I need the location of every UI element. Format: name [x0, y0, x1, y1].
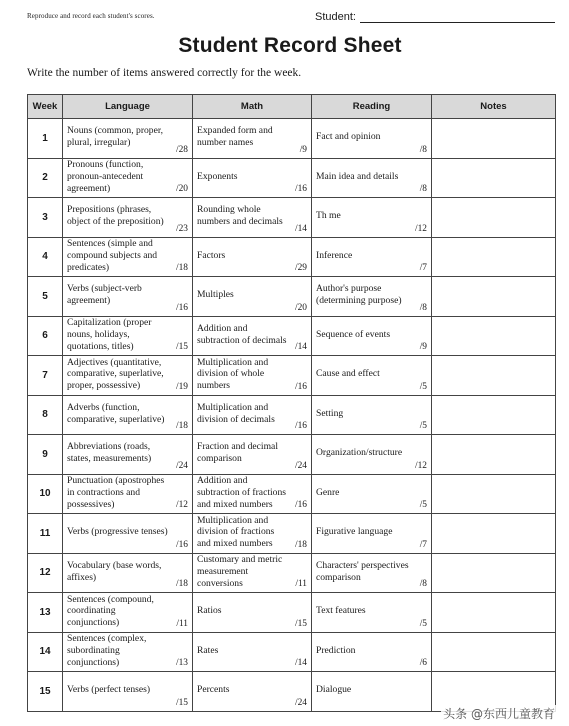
math-score: /16 — [295, 421, 307, 431]
reading-cell — [312, 435, 432, 475]
week-number: 7 — [28, 356, 63, 396]
reading-score: /12 — [415, 460, 427, 471]
table-row — [28, 158, 556, 198]
math-cell — [193, 435, 312, 475]
math-cell — [193, 514, 312, 554]
record-table — [27, 94, 556, 712]
language-score: /28 — [176, 144, 188, 155]
language-score: /18 — [176, 579, 188, 589]
math-topic: Rates — [197, 644, 219, 656]
week-number: 3 — [28, 198, 63, 238]
math-cell — [193, 158, 312, 198]
math-topic: Fraction and decimal comparison — [197, 441, 278, 465]
table-row — [28, 356, 556, 396]
language-score: /18 — [176, 421, 188, 431]
header-week: Week — [28, 95, 63, 119]
math-cell — [193, 356, 312, 396]
week-number: 14 — [28, 632, 63, 672]
reading-topic: Author's purpose (determining purpose) — [316, 283, 402, 307]
math-score: /14 — [295, 658, 307, 668]
reading-cell — [312, 356, 432, 396]
reading-cell — [312, 553, 432, 593]
reading-cell — [312, 395, 432, 435]
table-row — [28, 435, 556, 475]
language-score: /11 — [176, 618, 188, 629]
language-topic: Prepositions (phrases, object of the preposition) — [67, 204, 164, 228]
reading-score: /7 — [419, 263, 427, 273]
notes-cell[interactable] — [432, 277, 556, 317]
reading-topic: Genre — [316, 486, 340, 498]
reading-cell — [312, 277, 432, 317]
reading-cell — [312, 198, 432, 238]
math-topic: Rounding whole numbers and decimals — [197, 204, 283, 228]
week-number: 11 — [28, 514, 63, 554]
week-number: 6 — [28, 316, 63, 356]
instructions: Write the number of items answered correctly for the week. — [27, 67, 302, 79]
student-name-field — [315, 11, 555, 23]
reading-topic: Setting — [316, 407, 344, 419]
notes-cell[interactable] — [432, 356, 556, 396]
reading-topic: Main idea and details — [316, 170, 399, 182]
week-number: 4 — [28, 237, 63, 277]
reading-score: /6 — [419, 658, 427, 668]
language-cell — [63, 277, 193, 317]
language-topic: Punctuation (apostrophes in contractions and possessives) — [67, 475, 165, 510]
table-row — [28, 514, 556, 554]
header-math: Math — [193, 95, 312, 119]
math-score: /16 — [295, 184, 307, 194]
math-cell — [193, 316, 312, 356]
watermark: 头条 @东西儿童教育 — [443, 707, 555, 721]
header-language: Language — [63, 95, 193, 119]
language-cell — [63, 158, 193, 198]
table-row — [28, 553, 556, 593]
language-topic: Sentences (simple and compound subjects and predicates) — [67, 238, 158, 273]
reading-score: /5 — [419, 381, 427, 392]
language-score: /19 — [176, 381, 188, 392]
student-name-line — [360, 11, 555, 23]
language-score: /16 — [176, 302, 188, 313]
math-topic: Addition and subtraction of fractions and mixed numbers — [197, 475, 286, 510]
table-header-row — [28, 95, 556, 119]
reading-cell — [312, 593, 432, 633]
language-cell — [63, 316, 193, 356]
language-topic: Abbreviations (roads, states, measurements) — [67, 441, 152, 465]
reading-score: /8 — [419, 144, 427, 155]
language-score: /12 — [176, 500, 188, 510]
reading-score: /8 — [419, 579, 427, 589]
reading-score: /7 — [419, 539, 427, 550]
notes-cell[interactable] — [432, 632, 556, 672]
reading-topic: Organization/structure — [316, 447, 403, 459]
math-topic: Percents — [197, 684, 230, 696]
header-reading: Reading — [312, 95, 432, 119]
math-cell — [193, 198, 312, 238]
week-number: 9 — [28, 435, 63, 475]
math-topic: Multiplication and division of fractions and mixed numbers — [197, 514, 275, 550]
language-score: /15 — [176, 342, 188, 352]
reading-topic: Th me — [316, 210, 341, 222]
math-topic: Multiplication and division of decimals — [197, 401, 275, 425]
table-row — [28, 316, 556, 356]
table-row — [28, 632, 556, 672]
reading-score: /12 — [415, 223, 427, 234]
week-number: 1 — [28, 119, 63, 159]
language-cell — [63, 395, 193, 435]
language-score: /16 — [176, 539, 188, 550]
notes-cell[interactable] — [432, 237, 556, 277]
language-topic: Pronouns (function, pronoun-antecedent agreement) — [67, 159, 144, 194]
reading-topic: Fact and opinion — [316, 131, 381, 143]
math-topic: Factors — [197, 249, 226, 261]
math-score: /16 — [295, 381, 307, 392]
math-score: /15 — [295, 618, 307, 629]
language-topic: Vocabulary (base words, affixes) — [67, 559, 162, 583]
notes-cell[interactable] — [432, 553, 556, 593]
reading-cell — [312, 119, 432, 159]
math-score: /14 — [295, 223, 307, 234]
math-score: /20 — [295, 302, 307, 313]
week-number: 12 — [28, 553, 63, 593]
language-cell — [63, 632, 193, 672]
notes-cell[interactable] — [432, 119, 556, 159]
notes-cell[interactable] — [432, 435, 556, 475]
language-topic: Nouns (common, proper, plural, irregular) — [67, 125, 164, 149]
table-row — [28, 593, 556, 633]
reading-topic: Characters' perspectives comparison — [316, 559, 409, 583]
reading-score: /5 — [419, 500, 427, 510]
language-cell — [63, 474, 193, 514]
table-row — [28, 237, 556, 277]
language-cell — [63, 198, 193, 238]
math-topic: Multiplication and division of whole numbers — [197, 356, 269, 392]
math-cell — [193, 277, 312, 317]
reading-topic: Figurative language — [316, 526, 393, 538]
reading-cell — [312, 632, 432, 672]
reading-cell — [312, 514, 432, 554]
week-number: 10 — [28, 474, 63, 514]
math-topic: Customary and metric measurement conversions — [197, 554, 283, 589]
language-topic: Verbs (subject-verb agreement) — [67, 283, 142, 307]
table-row — [28, 277, 556, 317]
reading-score: /5 — [419, 618, 427, 629]
math-score: /11 — [295, 579, 307, 589]
math-cell — [193, 237, 312, 277]
notes-cell[interactable] — [432, 395, 556, 435]
reading-score: /9 — [419, 342, 427, 352]
math-topic: Multiples — [197, 289, 234, 301]
notes-cell[interactable] — [432, 158, 556, 198]
math-score: /29 — [295, 263, 307, 273]
language-cell — [63, 514, 193, 554]
language-cell — [63, 237, 193, 277]
language-score: /24 — [176, 460, 188, 471]
math-cell — [193, 474, 312, 514]
language-cell — [63, 435, 193, 475]
math-score: /16 — [295, 500, 307, 510]
math-topic: Addition and subtraction of decimals — [197, 322, 287, 346]
language-score: /23 — [176, 223, 188, 234]
language-score: /18 — [176, 263, 188, 273]
language-topic: Adjectives (quantitative, comparative, superlative, proper, possessive) — [67, 356, 164, 392]
reading-cell — [312, 158, 432, 198]
math-score: /24 — [295, 697, 307, 708]
reading-score: /8 — [419, 184, 427, 194]
math-cell — [193, 593, 312, 633]
week-number: 5 — [28, 277, 63, 317]
language-cell — [63, 553, 193, 593]
language-topic: Adverbs (function, comparative, superlative) — [67, 401, 165, 425]
reading-topic: Dialogue — [316, 684, 352, 696]
reading-topic: Cause and effect — [316, 368, 380, 380]
reading-topic: Prediction — [316, 644, 356, 656]
language-cell — [63, 593, 193, 633]
reading-topic: Text features — [316, 605, 366, 617]
week-number: 2 — [28, 158, 63, 198]
reading-cell — [312, 474, 432, 514]
language-topic: Capitalization (proper nouns, holidays, quotations, titles) — [67, 317, 152, 352]
language-cell — [63, 672, 193, 712]
language-topic: Verbs (progressive tenses) — [67, 526, 168, 538]
math-cell — [193, 672, 312, 712]
reading-cell — [312, 672, 432, 712]
week-number: 15 — [28, 672, 63, 712]
table-row — [28, 474, 556, 514]
math-topic: Expanded form and number names — [197, 125, 273, 149]
week-number: 13 — [28, 593, 63, 633]
math-score: /18 — [295, 539, 307, 550]
math-cell — [193, 395, 312, 435]
table-row — [28, 198, 556, 238]
language-topic: Sentences (complex, subordinating conjunctions) — [67, 633, 147, 668]
notes-cell[interactable] — [432, 198, 556, 238]
reading-cell — [312, 316, 432, 356]
reading-score: /8 — [419, 302, 427, 313]
reading-topic: Inference — [316, 249, 353, 261]
reading-score: /5 — [419, 421, 427, 431]
math-cell — [193, 119, 312, 159]
header-notes: Notes — [432, 95, 556, 119]
math-topic: Ratios — [197, 605, 222, 617]
math-topic: Exponents — [197, 170, 238, 182]
notes-cell[interactable] — [432, 316, 556, 356]
math-score: /24 — [295, 460, 307, 471]
reading-cell — [312, 237, 432, 277]
language-score: /13 — [176, 658, 188, 668]
language-score: /15 — [176, 697, 188, 708]
reading-topic: Sequence of events — [316, 328, 391, 340]
reproduce-note: Reproduce and record each student's scores. — [27, 12, 155, 20]
math-score: /9 — [299, 144, 307, 155]
math-cell — [193, 553, 312, 593]
week-number: 8 — [28, 395, 63, 435]
math-score: /14 — [295, 342, 307, 352]
table-row — [28, 395, 556, 435]
notes-cell[interactable] — [432, 514, 556, 554]
math-cell — [193, 632, 312, 672]
language-topic: Verbs (perfect tenses) — [67, 684, 151, 696]
language-cell — [63, 356, 193, 396]
language-cell — [63, 119, 193, 159]
page-title: Student Record Sheet — [178, 34, 402, 57]
student-label: Student: — [315, 11, 356, 23]
table-row — [28, 119, 556, 159]
notes-cell[interactable] — [432, 593, 556, 633]
language-topic: Sentences (compound, coordinating conjunctions) — [67, 593, 154, 629]
notes-cell[interactable] — [432, 474, 556, 514]
language-score: /20 — [176, 184, 188, 194]
